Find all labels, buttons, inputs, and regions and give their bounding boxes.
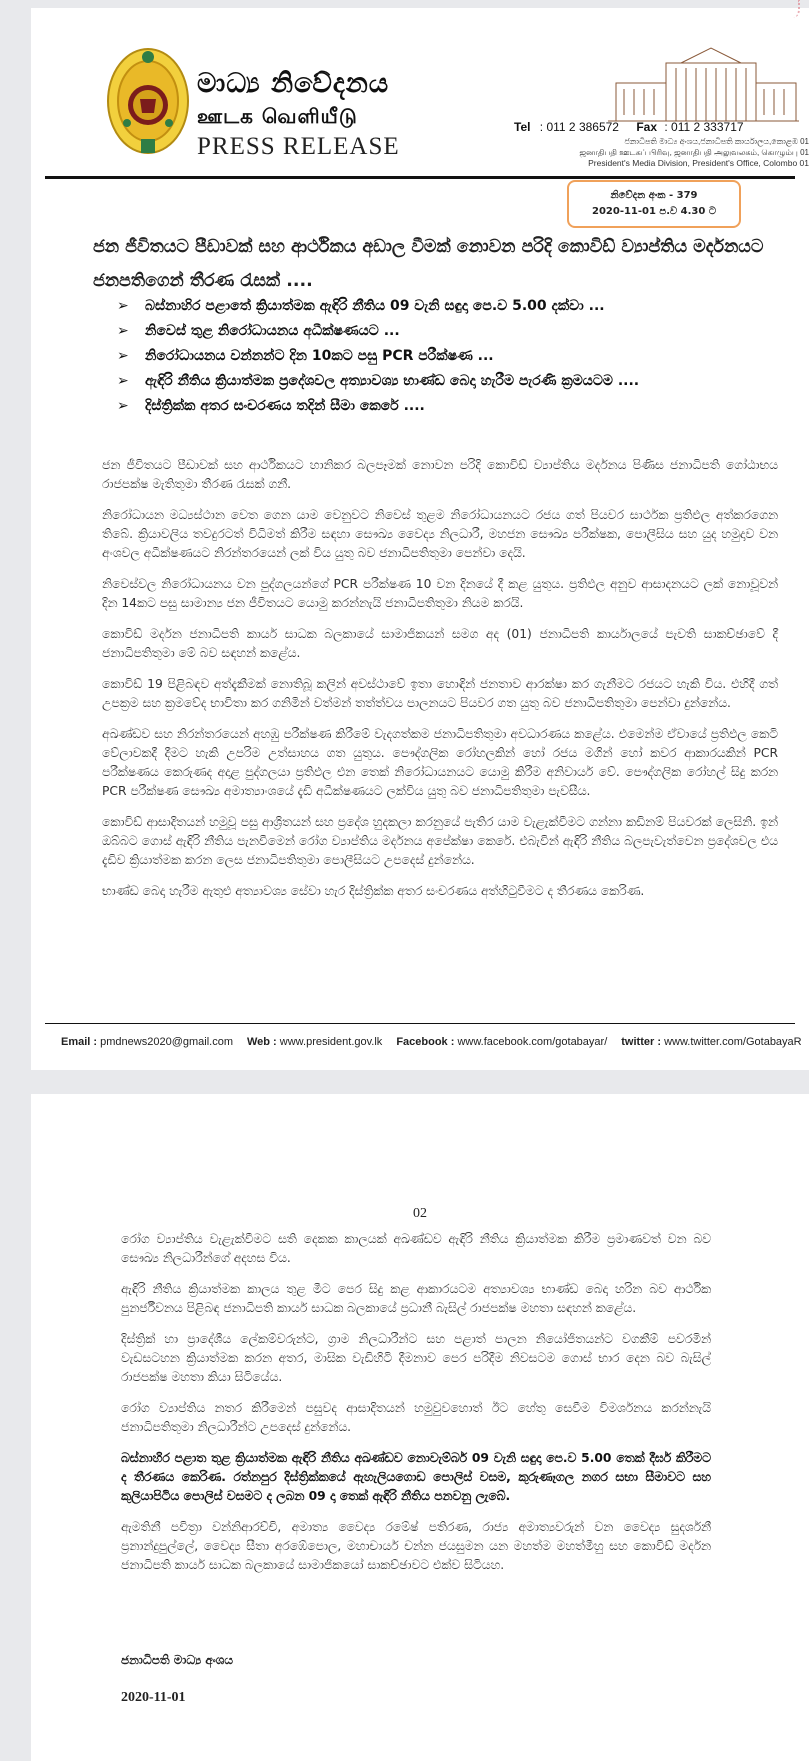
twitter-link[interactable]: www.twitter.com/GotabayaR — [664, 1036, 802, 1048]
paragraph: රෝග ව්‍යාප්තිය නතර කිරීමෙන් පසුවද ආසාදිතයන් හමුවුවහොත් ඊට හේතු සෙවීම විමර්ශනය කරන්නැයි ජනාධිපතිතුමා නිලධාරීන්ට උපදෙස් දුන්නේය. — [121, 1401, 711, 1434]
bullet-item: ➢ බස්නාහිර පළාතේ ක්‍රියාත්මක ඇඳිරි නීතිය 09 වැනි සඳුදා පෙ.ව 5.00 දක්වා ... — [117, 298, 605, 314]
paragraph: ඇමතිනී පවිත්‍රා වන්නිආරච්චි, අමාත්‍ය වෛද්‍ය රමේෂ් පතිරණ, රාජ්‍ය අමාත්‍යවරුන් වන වෛද්‍ය සුදර්ශනී ප්‍රනාන්දුපුල්ලේ, වෛද්‍ය සීතා අරඹේපොල, මහාචාර්ය චන්න ජයසුමන යන මහත්ම මහත්මීහු සහ කොවිඩ් මර්දන ජනාධිපති කාර්ය සාධක බලකායේ සාමාජිකයෝ සාකච්ඡාවට එක්ව සිටියහ. — [121, 1520, 711, 1572]
reference-datetime: 2020-11-01 ප.ව 4.30 ට — [591, 206, 717, 217]
arrow-bullet-icon: ➢ — [117, 398, 129, 414]
paragraph: ජන ජීවිතයට පීඩාවක් සහ ආර්ථිකයට හානිකර බලපෑමක් නොවන පරිදි කොවිඩ් ව්‍යාප්තිය මර්දනය පිණිස ජනාධිපති ගෝඨාභය රාජපක්ෂ මැතිතුමා තීරණ රැසක් ගනී. — [102, 458, 778, 491]
address-tamil: ஜனாதிபதி ஊடகப் பிரிவு, ஜனாதிபதி அலுவலகம், கொழும்பு 01 — [579, 148, 809, 157]
address-english: President's Media Division, President's Office, Colombo 01 — [588, 158, 809, 168]
paragraph: කොවිඩ් ආසාදිතයන් හමුවූ පසු ආශ්‍රිතයන් සහ ප්‍රදේශ හුදකලා කරනුයේ පැතිර යාම වැළැක්වීමට ගන්නා කඩිනම් පියවරක් ලෙසිනි. ඉන් ඔබ්බට ගොස් ඇඳිරි නීතිය පැනවීමෙන් රෝග ව්‍යාප්තිය මර්දනය අපේක්ෂා කෙරේ. එබැවින් ඇඳිරි නීතිය බලපැවැත්වෙන ප්‍රදේශවල එය දැඩිව ක්‍රියාත්මක කරන ලෙස ජනාධිපතිතුමා පොලීසියට උපදෙස් දුන්නේය. — [102, 815, 778, 867]
footer-divider — [45, 1023, 795, 1024]
title-tamil: ஊடக வெளியீடு — [197, 104, 358, 128]
press-release-page-2 — [31, 1094, 809, 1761]
reference-number: නිවේදන අංක - 379 — [610, 190, 698, 201]
paragraph: කොවිඩ් 19 පිළිබඳව අත්දැකීමක් නොතිබූ කලින් අවස්ථාවේ ඉතා හොඳින් ජනතාව ආරක්ෂා කර ගැනීමට රජයට හැකි විය. එහිදී ගත් උපක්‍රම සහ ක්‍රමවේද භාවිතා කර ගනිමින් වත්මන් තත්ත්වය පාලනයට පියවර ගත යුතු බව ජනාධිපතිතුමා පෙන්වා දුන්නේය. — [102, 677, 778, 710]
email-link[interactable]: pmdnews2020@gmail.com — [100, 1036, 233, 1048]
bullet-item: ➢ නිරෝධායනය වන්නන්ට දින 10කට පසු PCR පරීක්ෂණ ... — [117, 348, 494, 364]
signature-date: 2020-11-01 — [121, 1690, 186, 1705]
arrow-bullet-icon: ➢ — [117, 323, 129, 339]
arrow-bullet-icon: ➢ — [117, 348, 129, 364]
paragraph: නිවෙස්වල නිරෝධායනය වන පුද්ගලයන්ගේ PCR පරීක්ෂණ 10 වන දිනයේ දී කළ යුතුය. ප්‍රතිඵල අනුව ආසාදනයට ලක් නොවූවන් දින 14කට පසු සාමාන්‍ය ජන ජීවිතයට යොමු කරන්නැයි ජනාධිපතිතුමා නියම කරයි. — [102, 577, 778, 610]
paragraph: රෝග ව්‍යාප්තිය වැළැක්වීමට සති දෙකක කාලයක් අඛණ්ඩව ඇඳිරි නීතිය ක්‍රියාත්මක කිරීම ප්‍රමාණවත් වන බව සෞඛ්‍ය නිලධාරීන්ගේ අදහස විය. — [121, 1232, 711, 1265]
tel-value: : 011 2 386572 — [539, 120, 619, 134]
sri-lanka-emblem-icon — [105, 43, 191, 165]
twitter-label: twitter : — [621, 1036, 661, 1048]
arrow-bullet-icon: ➢ — [117, 298, 129, 314]
paragraph-bold: බස්නාහිර පළාත තුළ ක්‍රියාත්මක ඇඳිරි නීතිය අඛණ්ඩව නොවැම්බර් 09 වැනි සඳුදා පෙ.ව 5.00 තෙක් දීර්ඝ කිරීමට ද තීරණය කෙරිණ. රත්නපුර දිස්ත්‍රික්කයේ ඇහැලියගොඩ පොලිස් වසම, කුරුණෑගල නගර සභා සීමාවට සහ කුලියාපිටිය පොලිස් වසමට ද ලබන 09 දා තෙක් ඇඳිරි නීතිය පනවනු ලැබේ. — [121, 1451, 711, 1503]
email-label: Email : — [61, 1036, 98, 1048]
highlight-bullets — [117, 296, 777, 421]
paragraph: අඛණ්ඩව සහ නිරන්තරයෙන් අහඹු පරීක්ෂණ කිරීමේ වැදගත්කම ජනාධිපතිතුමා අවධාරණය කළේය. එමෙන්ම ඒවායේ ප්‍රතිඵල කෙටි වේලාවකදී දීමට හැකි උපරිම උත්සාහය ගත යුතුය. පෞද්ගලික රෝහලකින් හෝ රජය මගින් හෝ කවර ආකාරයකින් PCR පරීක්ෂණය කෙරුණද අදාළ පුද්ගලයා ප්‍රතිඵල එන තෙක් නිරෝධායනයට යොමු කිරීම අනිවාර්ය වේ. පෞද්ගලික රෝහල් සිදු කරන PCR පරීක්ෂණ සෞඛ්‍ය අමාත්‍යාංශයේ දැඩි අධීක්ෂණයට ලක්විය යුතු බව ජනාධිපතිතුමා පැවසීය. — [102, 727, 778, 798]
tel-label: Tel — [514, 120, 531, 134]
paragraph: දිස්ත්‍රික් හා ප්‍රාදේශීය ලේකම්වරුන්ට, ග්‍රාම නිලධාරීන්ට සහ පළාත් පාලන නියෝජිතයන්ට වගකීම් පවරමින් වැඩසටහන ක්‍රියාත්මක කරන අතර, මාසික වැඩිහිටි දීමනාව පෙර පරිදීම නිවසටම ගොස් භාර දෙන බව බැසිල් රාජපක්ෂ මහතා කියා සිටියේය. — [121, 1332, 711, 1384]
title-english: PRESS RELEASE — [197, 133, 400, 160]
presidential-secretariat-building-icon — [606, 43, 801, 123]
press-release-page-1 — [31, 8, 809, 1070]
address-sinhala: ජනාධිපති මාධ්‍ය අංශය,ජනාධිපති කාර්යාලය,කොළඹ 01 — [624, 137, 809, 146]
body-text — [102, 456, 778, 913]
paragraph: ඇඳිරි නීතිය ක්‍රියාත්මක කාලය තුළ මීට පෙර සිදු කළ ආකාරයටම අත්‍යාවශ්‍ය භාණ්ඩ බෙදා හරින බව ආර්ථික පුනර්ජීවනය පිළිබඳ ජනාධිපති කාර්ය සාධක බලකායේ ප්‍රධානී බැසිල් රාජපක්ෂ මහතා සඳහන් කළේය. — [121, 1282, 711, 1315]
page-number: 02 — [413, 1206, 427, 1221]
body-text-page-2 — [121, 1230, 711, 1587]
facebook-label: Facebook : — [396, 1036, 455, 1048]
paragraph: නිරෝධායන මධ්‍යස්ථාන වෙත ගෙන යාම වෙනුවට නිවෙස් තුළම නිරෝධායනයට රජය ගත් පියවර සාර්ථක ප්‍රතිඵල අත්කරගෙන තිබේ. ක්‍රියාවලිය තවදුරටත් විධිමත් කිරීම සඳහා සෞඛ්‍ය වෛද්‍ය නිලධාරී, මහජන සෞඛ්‍ය පරීක්ෂක, පොලීසිය සහ යුද හමුදාව වන අංශවල අධීක්ෂණයට නිරන්තරයෙන් ලක් විය යුතු බව ජනාධිපතිතුමා පෙන්වා දෙයි. — [102, 508, 778, 560]
bullet-item: ➢ දිස්ත්‍රික්ක අතර සංචරණය තදින් සීමා කෙරේ .... — [117, 398, 425, 414]
fax-value: : 011 2 333717 — [664, 120, 744, 134]
arrow-bullet-icon: ➢ — [117, 373, 129, 389]
bullet-item: ➢ ඇඳිරි නීතිය ක්‍රියාත්මක ප්‍රදේශවල අත්‍යාවශ්‍ය භාණ්ඩ බෙදා හැරීම පැරණි ක්‍රමයටම .... — [117, 373, 640, 389]
signature: ජනාධිපති මාධ්‍ය අංශය — [121, 1653, 234, 1667]
reference-box — [567, 180, 741, 228]
facebook-link[interactable]: www.facebook.com/gotabayar/ — [457, 1036, 608, 1048]
corner-mark-icon — [786, 0, 800, 18]
header-divider — [45, 176, 795, 179]
headline: ජන ජීවිතයට පීඩාවක් සහ ආර්ථිකය අඩාල වීමක් නොවන පරිදි කොවිඩ් ව්‍යාප්තිය මර්දනයට ජනපතිගෙන් තීරණ රැසක් .... — [93, 237, 764, 291]
web-label: Web : — [246, 1036, 277, 1048]
title-sinhala: මාධ්‍ය නිවේදනය — [197, 68, 390, 99]
press-release-brand — [197, 68, 400, 161]
web-link[interactable]: www.president.gov.lk — [279, 1036, 383, 1048]
bullet-item: ➢ නිවෙස් තුළ නිරෝධායනය අධීක්ෂණයට ... — [117, 323, 400, 339]
contact-footer — [61, 1036, 801, 1048]
contact-block — [514, 120, 809, 169]
paragraph: භාණ්ඩ බෙදා හැරීම ඇතුළු අත්‍යාවශ්‍ය සේවා හැර දිස්ත්‍රික්ක අතර සංචරණය අත්හිටුවීමට ද තීරණය කෙරිණ. — [102, 884, 645, 898]
paragraph: කොවිඩ් මර්දන ජනාධිපති කාර්ය සාධක බලකායේ සාමාජිකයන් සමග අද (01) ජනාධිපති කාර්යාලයේ පැවති සාකච්ඡාවේ දී ජනාධිපතිතුමා මේ බව සඳහන් කළේය. — [102, 627, 778, 660]
fax-label: Fax — [636, 120, 658, 134]
